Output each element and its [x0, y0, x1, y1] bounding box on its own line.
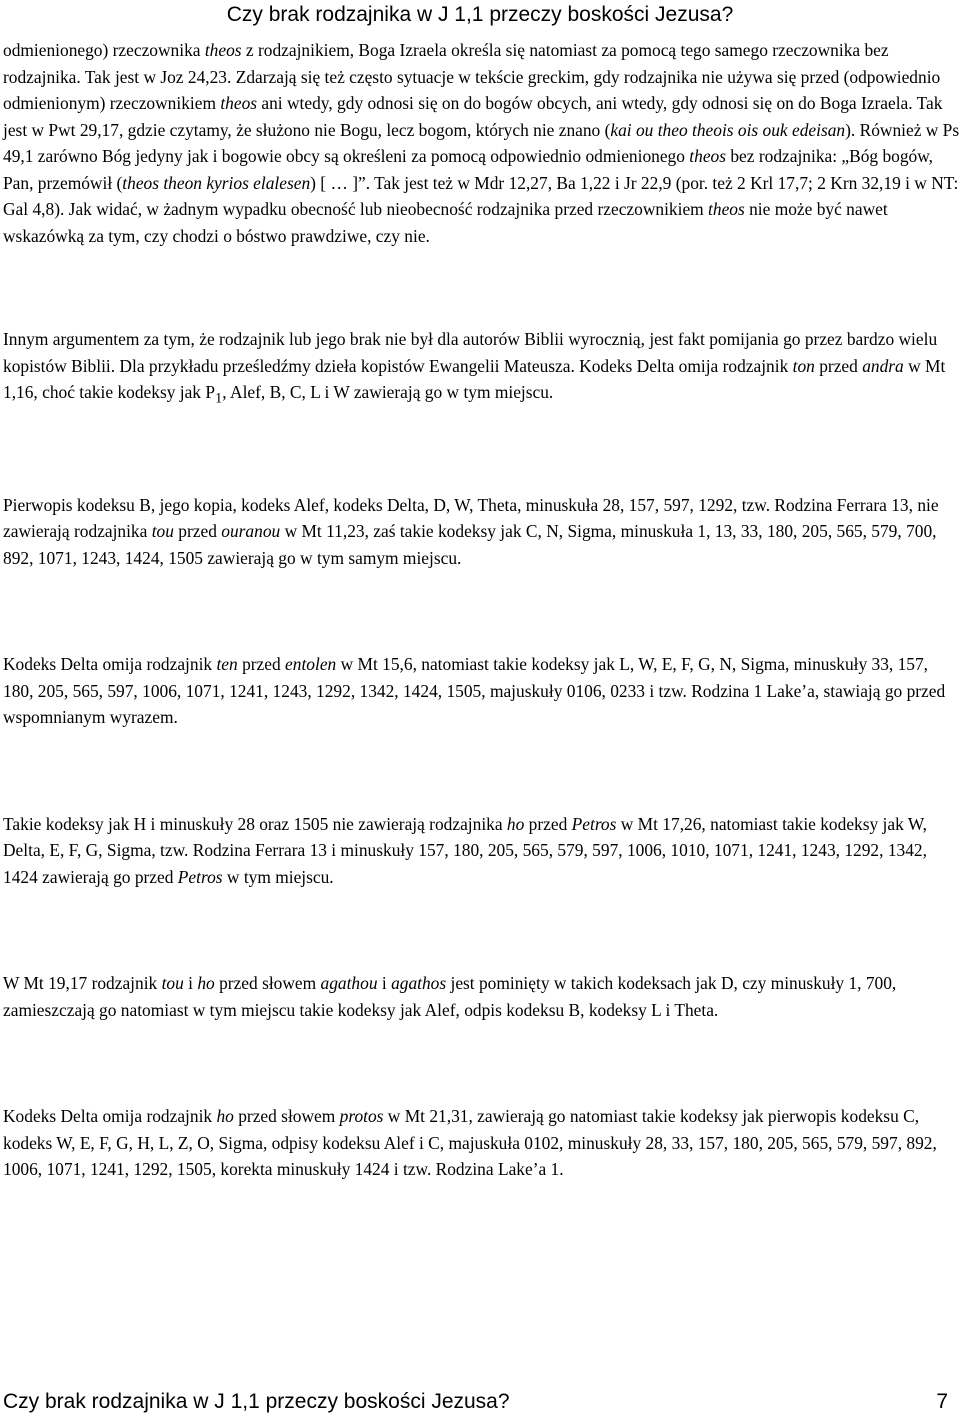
italic-term: ho — [506, 813, 525, 834]
italic-term: theos theon kyrios elalesen — [122, 172, 311, 193]
italic-term: ouranou — [221, 521, 281, 542]
italic-term: theos — [204, 40, 242, 60]
paragraph: Pierwopis kodeksu B, jego kopia, kodeks Alef, kodeks Delta, D, W, Theta, minuskuła 28, 157, 597, 1292, tzw. Rodzina Ferrara 13, nie zawierają rodzajnika tou przed ouranou w Mt 11,23, zaś takie kodeksy jak C, N, Sigma, minuskuła 1, 13, 33, 180, 205, 565, 579, 700, 892, 1071, 1243, 1424, 1505 zawierają go w tym samym miejscu. — [3, 494, 939, 568]
italic-term: entolen — [285, 654, 337, 675]
italic-term: ten — [216, 654, 238, 675]
italic-term: ton — [792, 355, 815, 376]
italic-term: ho — [216, 1106, 234, 1127]
italic-term: theos — [689, 146, 727, 166]
italic-term: kai ou theo theois ois ouk edeisan — [610, 119, 846, 140]
footer-title: Czy brak rodzajnika w J 1,1 przeczy boskości Jezusa? — [3, 1390, 510, 1413]
paragraph: odmienionego) rzeczownika theos z rodzajnikiem, Boga Izraela określa się natomiast za pomocą tego samego rzeczownika bez rodzajnika. Tak jest w Joz 24,23. Zdarzają się też często sytuacje w tekście greckim, gdy rodzajnika nie używa się przed (odpowiednio odmienionym) rzeczownikiem theos ani wtedy, gdy odnosi się on do bogów obcych, ani wtedy, gdy odnosi się on do Boga Izraela. Tak jest w Pwt 29,17, gdzie czytamy, że służono nie Bogu, lecz bogom, których nie znano (kai ou theo theois ois ouk edeisan). Również w Ps 49,1 zarówno Bóg jedyny jak i bogowie obcy są określeni za pomocą odpowiednio odmienionego theos bez rodzajnika: „Bóg bogów, Pan, przemówił (theos theon kyrios elalesen) [ … ]”. Tak jest też w Mdr 12,27, Ba 1,22 i Jr 22,9 (por. też 2 Krl 17,7; 2 Krn 32,19 i w NT: Gal 4,8). Jak widać, w żadnym wypadku obecność lub nieobecność rodzajnika przed rzeczownikiem theos nie może być nawet wskazówką za tym, czy chodzi o bóstwo prawdziwe, czy nie. — [3, 40, 960, 246]
paragraph: Kodeks Delta omija rodzajnik ho przed słowem protos w Mt 21,31, zawierają go natomiast takie kodeksy jak pierwopis kodeksu C, kodeks W, E, F, G, H, L, Z, O, Sigma, odpisy kodeksu Alef i C, majuskuła 0102, minuskuły 28, 33, 157, 180, 205, 565, 579, 597, 892, 1006, 1071, 1241, 1292, 1505, korekta minuskuły 1424 i tzw. Rodzina Lake’a 1. — [3, 1106, 937, 1180]
italic-term: theos — [708, 199, 745, 219]
italic-term: agathos — [391, 973, 447, 994]
document-body — [3, 37, 960, 1263]
subscript: 1 — [215, 390, 223, 407]
italic-term: ho — [197, 973, 215, 994]
paragraph: Kodeks Delta omija rodzajnik ten przed entolen w Mt 15,6, natomiast takie kodeksy jak L, W, E, F, G, N, Sigma, minuskuły 33, 157, 180, 205, 565, 597, 1006, 1071, 1241, 1243, 1292, 1342, 1424, 1505, majuskuły 0106, 0233 i tzw. Rodzina 1 Lake’a, stawiają go przed wspomnianym wyrazem. — [3, 654, 946, 728]
italic-term: theos — [220, 93, 258, 113]
italic-term: tou — [151, 521, 174, 542]
page-header: Czy brak rodzajnika w J 1,1 przeczy boskości Jezusa? — [226, 3, 734, 26]
page-footer — [3, 1389, 948, 1417]
italic-term: protos — [339, 1106, 384, 1127]
paragraph: W Mt 19,17 rodzajnik tou i ho przed słowem agathou i agathos jest pominięty w takich kodeksach jak D, czy minuskuły 1, 700, zamieszczają go natomiast w tym miejscu takie kodeksy jak Alef, odpis kodeksu B, kodeksy L i Theta. — [3, 973, 897, 1020]
italic-term: Petros — [177, 866, 223, 887]
italic-term: Petros — [571, 813, 617, 834]
italic-term: tou — [161, 973, 184, 994]
italic-term: agathou — [320, 973, 378, 994]
paragraph: Innym argumentem za tym, że rodzajnik lub jego brak nie był dla autorów Biblii wyrocznią, jest fakt pomijania go przez bardzo wielu kopistów Biblii. Dla przykładu prześledźmy dzieła kopistów Ewangelii Mateusza. Kodeks Delta omija rodzajnik ton przed andra w Mt 1,16, choć takie kodeksy jak $P_1$, Alef, B, C, L i W zawierają go w tym miejscu. — [3, 329, 946, 407]
italic-term: andra — [862, 355, 904, 376]
page-number: 7 — [936, 1390, 948, 1413]
paragraph: Takie kodeksy jak H i minuskuły 28 oraz 1505 nie zawierają rodzajnika ho przed Petros w Mt 17,26, natomiast takie kodeksy jak W, Delta, E, F, G, Sigma, tzw. Rodzina Ferrara 13 i minuskuły 157, 180, 205, 565, 579, 597, 1006, 1010, 1071, 1241, 1243, 1292, 1342, 1424 zawierają go przed Petros w tym miejscu. — [3, 813, 927, 887]
